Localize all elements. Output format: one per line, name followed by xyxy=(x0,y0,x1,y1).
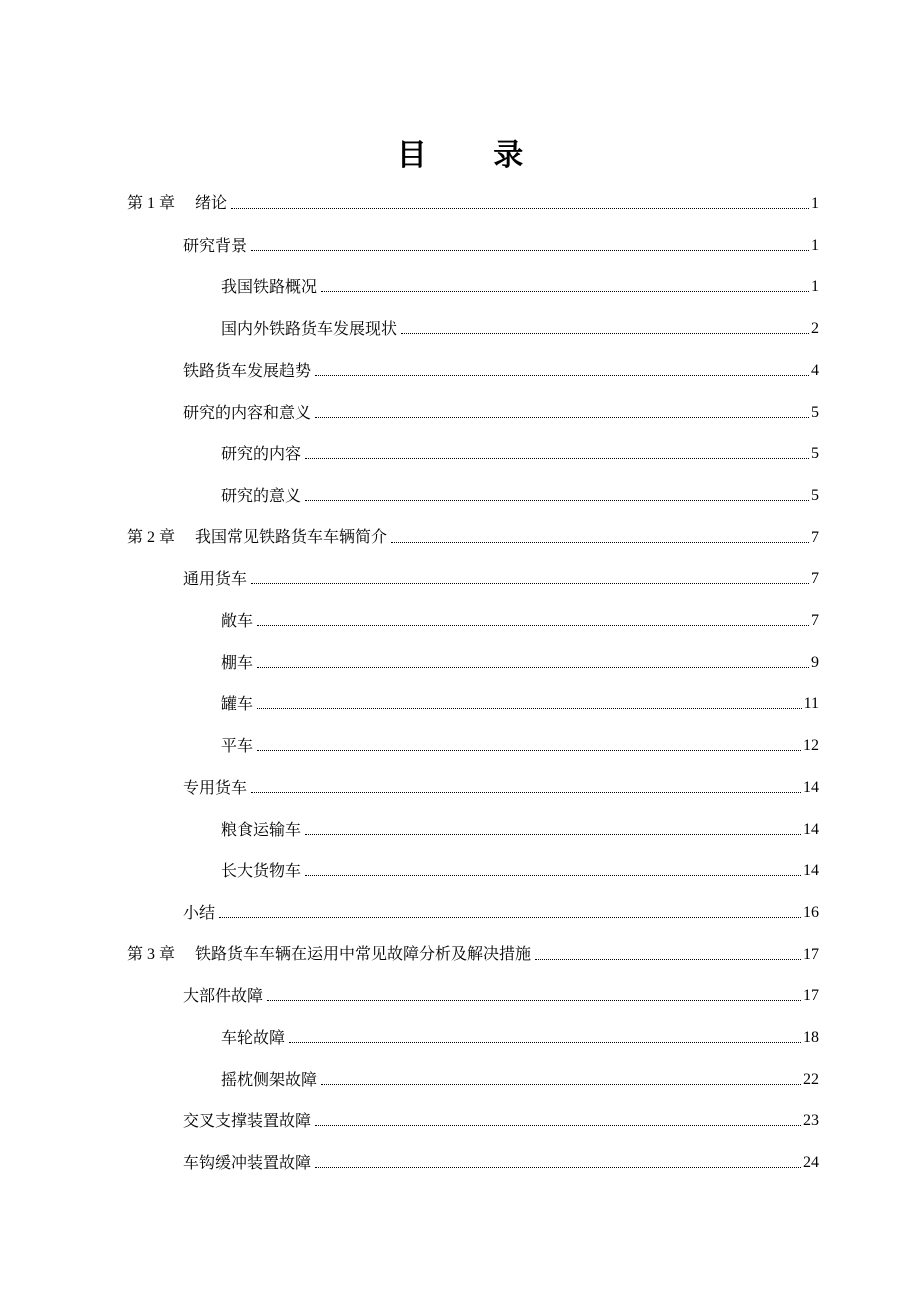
page-number: 12 xyxy=(803,737,819,755)
toc-entry-text: 大部件故障 xyxy=(183,986,264,1006)
page-number: 17 xyxy=(803,987,819,1005)
dot-leader xyxy=(305,499,809,501)
dot-leader xyxy=(391,541,809,543)
dot-leader xyxy=(305,833,801,835)
toc-entry-text: 我国铁路概况 xyxy=(221,277,318,297)
chapter-number: 第 3 章 xyxy=(127,945,176,963)
page-number: 4 xyxy=(811,361,819,379)
toc-entry-text: 车轮故障 xyxy=(221,1028,286,1047)
dot-leader xyxy=(267,999,801,1001)
toc-entry[interactable] xyxy=(221,608,819,632)
toc-entry-text: 粮食运输车 xyxy=(221,819,302,839)
toc-entry[interactable] xyxy=(221,1025,819,1049)
page-number: 7 xyxy=(811,570,819,588)
dot-leader xyxy=(257,666,809,668)
toc-entry-text: 研究的内容 xyxy=(221,444,302,464)
page-number: 14 xyxy=(803,820,819,838)
toc-entry[interactable] xyxy=(221,316,819,340)
toc-entry-text: 专用货车 xyxy=(183,777,248,797)
toc-entry[interactable] xyxy=(221,274,819,298)
toc-entry-text: 研究的内容和意义 xyxy=(183,402,312,422)
toc-entry-text xyxy=(127,943,531,966)
dot-leader xyxy=(321,290,809,292)
toc-entry[interactable] xyxy=(183,1150,819,1174)
toc-entry-text: 敞车 xyxy=(221,611,254,630)
toc-entry-text: 小结 xyxy=(183,902,216,922)
toc-entry[interactable] xyxy=(127,191,819,215)
dot-leader xyxy=(219,916,801,918)
page-number: 22 xyxy=(803,1070,819,1088)
toc-entry[interactable] xyxy=(221,691,819,715)
dot-leader xyxy=(315,374,809,376)
chapter-number: 第 1 章 xyxy=(127,195,176,212)
dot-leader xyxy=(315,1166,801,1168)
toc-entry[interactable] xyxy=(183,400,819,424)
toc-entry[interactable] xyxy=(183,1108,819,1132)
chapter-number: 第 2 章 xyxy=(127,528,176,546)
toc-entry[interactable] xyxy=(183,358,819,382)
toc-entry[interactable] xyxy=(221,858,819,882)
toc-entry[interactable] xyxy=(183,566,819,590)
toc-title: 目 录 xyxy=(396,138,552,173)
toc-entry-text: 研究背景 xyxy=(183,235,248,255)
toc-entry[interactable] xyxy=(127,942,819,966)
chapter-title: 铁路货车车辆在运用中常见故障分析及解决措施 xyxy=(195,943,532,963)
dot-leader xyxy=(401,332,809,334)
dot-leader xyxy=(257,707,802,709)
toc-entry-text: 交叉支撑装置故障 xyxy=(183,1111,312,1131)
page-number: 14 xyxy=(803,778,819,796)
toc-entry-text: 长大货物车 xyxy=(221,861,302,881)
toc-entry[interactable] xyxy=(183,983,819,1007)
dot-leader xyxy=(231,207,809,209)
toc-entry[interactable] xyxy=(221,483,819,507)
page-number: 18 xyxy=(803,1029,819,1046)
dot-leader xyxy=(251,582,809,584)
toc-entry[interactable] xyxy=(221,1067,819,1091)
page-number: 7 xyxy=(811,528,819,546)
dot-leader xyxy=(305,457,809,459)
dot-leader xyxy=(315,416,809,418)
page-number: 14 xyxy=(803,862,819,880)
page-number: 23 xyxy=(803,1112,819,1130)
toc-entry[interactable] xyxy=(183,900,819,924)
toc-entry[interactable] xyxy=(221,650,819,674)
dot-leader xyxy=(535,958,801,960)
dot-leader xyxy=(251,791,801,793)
toc-entry-text: 平车 xyxy=(221,736,254,756)
page-number: 1 xyxy=(811,278,819,296)
page-number: 1 xyxy=(811,236,819,254)
dot-leader xyxy=(289,1041,801,1043)
dot-leader xyxy=(257,624,809,626)
toc-entry-text: 铁路货车发展趋势 xyxy=(183,360,312,380)
page-number: 7 xyxy=(811,612,819,629)
page-number: 17 xyxy=(803,945,819,963)
toc-entry-text xyxy=(127,192,227,215)
chapter-title: 我国常见铁路货车车辆简介 xyxy=(195,526,388,546)
toc-entry[interactable] xyxy=(127,525,819,549)
page-number: 2 xyxy=(811,320,819,338)
toc-entry-text: 车钩缓冲装置故障 xyxy=(183,1153,312,1173)
page-number: 5 xyxy=(811,403,819,421)
dot-leader xyxy=(321,1083,801,1085)
toc-entry[interactable] xyxy=(183,775,819,799)
toc-entry[interactable] xyxy=(183,233,819,257)
toc-entry-text: 罐车 xyxy=(221,694,254,714)
chapter-title: 绪论 xyxy=(195,193,228,212)
dot-leader xyxy=(257,749,801,751)
page-number: 5 xyxy=(811,486,819,504)
page-number: 16 xyxy=(803,903,819,921)
toc-entry[interactable] xyxy=(221,441,819,465)
dot-leader xyxy=(251,249,809,251)
page-number: 11 xyxy=(803,695,819,713)
dot-leader xyxy=(315,1124,801,1126)
toc-entry-text: 国内外铁路货车发展现状 xyxy=(221,319,398,339)
toc-entry-text: 通用货车 xyxy=(183,569,248,589)
toc-entry-text: 摇枕侧架故障 xyxy=(221,1069,318,1089)
page-number: 24 xyxy=(803,1154,819,1172)
toc-entry-text xyxy=(127,526,387,549)
dot-leader xyxy=(305,874,801,876)
toc-entry-text: 棚车 xyxy=(221,652,254,672)
page-number: 5 xyxy=(811,445,819,463)
toc-entry-text: 研究的意义 xyxy=(221,485,302,505)
toc-entry[interactable] xyxy=(221,733,819,757)
page-number: 9 xyxy=(811,653,819,671)
page-number: 1 xyxy=(811,195,819,212)
toc-entry[interactable] xyxy=(221,817,819,841)
